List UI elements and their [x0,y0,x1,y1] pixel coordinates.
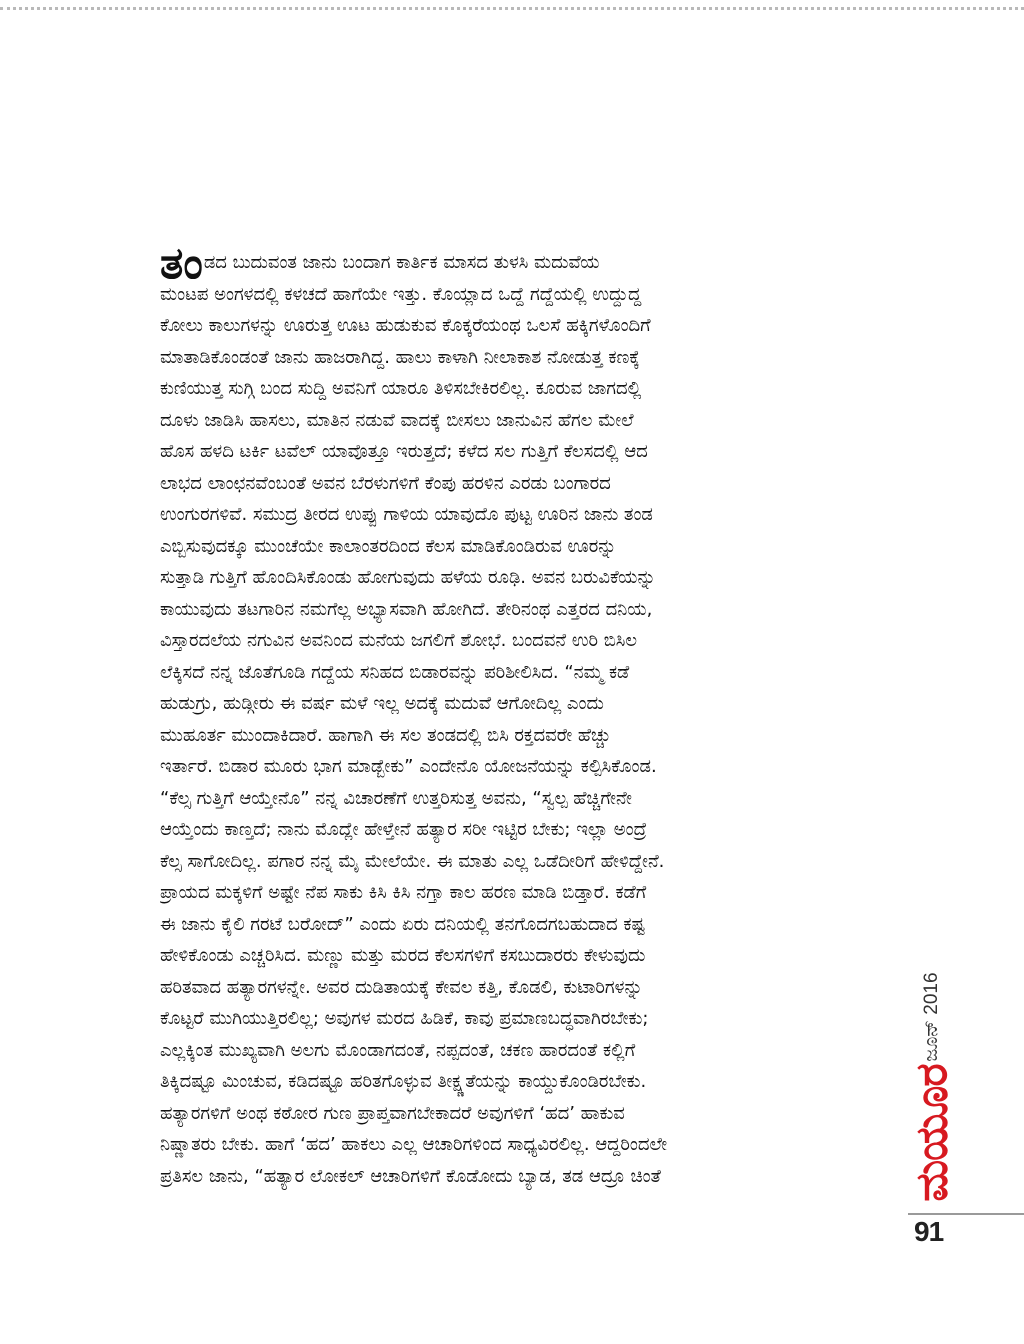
article-line-23: ಹೇಳಿಕೊಂಡು ಎಚ್ಚರಿಸಿದ. ಮಣ್ಣು ಮತ್ತು ಮರದ ಕೆಲಸಗಳಿಗೆ ಕಸಬುದಾರರು ಕೇಳುವುದು [160,945,646,966]
page-number-rule [908,1213,1024,1215]
article-line-8: ಲಾಭದ ಲಾಂಛನವೆಂಬಂತೆ ಅವನ ಬೆರಳುಗಳಿಗೆ ಕೆಂಪು ಹರಳಿನ ಎರಡು ಬಂಗಾರದ [160,472,611,494]
article-line-11: ಸುತ್ತಾಡಿ ಗುತ್ತಿಗೆ ಹೊಂದಿಸಿಕೊಂಡು ಹೋಗುವುದು ಹಳೆಯ ರೂಢಿ. ಅವನ ಬರುವಿಕೆಯನ್ನು [160,567,656,588]
top-dotted-rule [0,7,1024,10]
article-line-29: ನಿಷ್ಣಾತರು ಬೇಕು. ಹಾಗೆ ‘ಹದ’ ಹಾಕಲು ಎಲ್ಲ ಆಚಾರಿಗಳಿಂದ ಸಾಧ್ಯವಿರಲಿಲ್ಲ. ಆದ್ದರಿಂದಲೇ [160,1134,668,1155]
article-line-19: ಆಯ್ತೆಂದು ಕಾಣ್ತದೆ; ನಾನು ಮೊದ್ಲೇ ಹೇಳ್ತೇನೆ ಹತ್ಯಾರ ಸರೀ ಇಟ್ಟಿರ ಬೇಕು; ಇಲ್ಲಾ ಅಂದ್ರೆ [160,819,647,840]
article-line-4: ಮಾತಾಡಿಕೊಂಡಂತೆ ಜಾನು ಹಾಜರಾಗಿದ್ದ. ಹಾಲು ಕಾಳಾಗಿ ನೀಲಾಕಾಶ ನೋಡುತ್ತ ಕಣಕ್ಕೆ [160,346,640,368]
article-line-30: ಪ್ರತಿಸಲ ಜಾನು, “ಹತ್ಯಾರ ಲೋಕಲ್ ಆಚಾರಿಗಳಿಗೆ ಕೊಡೋದು ಬ್ಯಾಡ, ತಡ ಆದ್ರೂ ಚಿಂತೆ [160,1165,661,1187]
article-line-21: ಪ್ರಾಯದ ಮಕ್ಕಳಿಗೆ ಅಷ್ಟೇ ನೆಪ ಸಾಕು ಕಿಸಿ ಕಿಸಿ ನಗ್ತಾ ಕಾಲ ಹರಣ ಮಾಡಿ ಬಿಡ್ತಾರೆ. ಕಡೆಗೆ [160,882,647,903]
article-body [160,247,880,1192]
article-line-text: ಡದ ಬುದುವಂತ ಜಾನು ಬಂದಾಗ ಕಾರ್ತಿಕ ಮಾಸದ ತುಳಸಿ ಮದುವೆಯ [203,252,600,273]
article-line-10: ಎಬ್ಬಿಸುವುದಕ್ಕೂ ಮುಂಚೆಯೇ ಕಾಲಾಂತರದಿಂದ ಕೆಲಸ ಮಾಡಿಕೊಂಡಿರುವ ಊರನ್ನು [160,535,617,557]
article-line-22: ಈ ಜಾನು ಕೈಲಿ ಗರಟೆ ಬರೋದ್” ಎಂದು ಏರು ದನಿಯಲ್ಲಿ ತನಗೊದಗಬಹುದಾದ ಕಷ್ಟ [160,913,646,935]
article-line-3: ಕೋಲು ಕಾಲುಗಳನ್ನು ಊರುತ್ತ ಊಟ ಹುಡುಕುವ ಕೊಕ್ಕರೆಯಂಥ ಒಲಸೆ ಹಕ್ಕಿಗಳೊಂದಿಗೆ [160,315,651,336]
magazine-logo [902,1060,962,1205]
article-line-20: ಕೆಲ್ಸ ಸಾಗೋದಿಲ್ಲ. ಪಗಾರ ನನ್ನ ಮೈ ಮೇಲೆಯೇ. ಈ ಮಾತು ಎಲ್ಲ ಒಡೆದೀರಿಗೆ ಹೇಳಿದ್ದೇನೆ. [160,850,665,872]
drop-cap: ತಂ [160,247,203,279]
article-line-6: ದೂಳು ಜಾಡಿಸಿ ಹಾಸಲು, ಮಾತಿನ ನಡುವೆ ವಾದಕ್ಕೆ ಬೀಸಲು ಜಾನುವಿನ ಹೆಗಲ ಮೇಲೆ [160,409,634,431]
article-line-2: ಮಂಟಪ ಅಂಗಳದಲ್ಲಿ ಕಳಚದೆ ಹಾಗೆಯೇ ಇತ್ತು. ಕೊಯ್ಲಾದ ಒದ್ದೆ ಗದ್ದೆಯಲ್ಲಿ ಉದ್ದುದ್ದ [160,283,642,305]
article-line-14: ಲೆಕ್ಕಿಸದೆ ನನ್ನ ಜೊತೆಗೂಡಿ ಗದ್ದೆಯ ಸನಿಹದ ಬಿಡಾರವನ್ನು ಪರಿಶೀಲಿಸಿದ. “ನಮ್ಮ ಕಡೆ [160,661,630,683]
article-line-15: ಹುಡುಗ್ರು, ಹುಡ್ಗೀರು ಈ ವರ್ಷ ಮಳೆ ಇಲ್ಲ ಅದಕ್ಕೆ ಮದುವೆ ಆಗೋದಿಲ್ಲ ಎಂದು [160,693,604,714]
article-line-17: ಇರ್ತಾರೆ. ಬಿಡಾರ ಮೂರು ಭಾಗ ಮಾಡ್ಬೇಕು” ಎಂದೇನೊ ಯೋಜನೆಯನ್ನು ಕಲ್ಪಿಸಿಕೊಂಡ. [160,756,657,777]
article-line-7: ಹೊಸ ಹಳದಿ ಟರ್ಕಿ ಟವೆಲ್ ಯಾವೊತ್ತೂ ಇರುತ್ತದೆ; ಕಳೆದ ಸಲ ಗುತ್ತಿಗೆ ಕೆಲಸದಲ್ಲಿ ಆದ [160,441,648,462]
article-line-18: “ಕೆಲ್ಸ ಗುತ್ತಿಗೆ ಆಯ್ತೇನೊ” ನನ್ನ ವಿಚಾರಣೆಗೆ ಉತ್ತರಿಸುತ್ತ ಅವನು, “ಸ್ವಲ್ಪ ಹೆಚ್ಚಿಗೇನೇ [160,787,632,809]
article-line-13: ವಿಸ್ತಾರದಲೆಯ ನಗುವಿನ ಅವನಿಂದ ಮನೆಯ ಜಗಲಿಗೆ ಶೋಭೆ. ಬಂದವನೆ ಉರಿ ಬಿಸಿಲ [160,630,638,651]
article-line-1 [160,247,880,279]
magazine-logo-text: ಮಯೂರ [906,1063,958,1202]
article-line-12: ಕಾಯುವುದು ತಟಗಾರಿನ ನಮಗೆಲ್ಲ ಅಭ್ಯಾಸವಾಗಿ ಹೋಗಿದೆ. ತೇರಿನಂಥ ಎತ್ತರದ ದನಿಯ, [160,598,653,620]
issue-date [912,962,952,1072]
page-number: 91 [914,1216,944,1247]
article-line-24: ಹರಿತವಾದ ಹತ್ಯಾರಗಳನ್ನೇ. ಅವರ ದುಡಿತಾಯಕ್ಕೆ ಕೇವಲ ಕತ್ತಿ, ಕೊಡಲಿ, ಕುಟಾರಿಗಳನ್ನು [160,976,643,998]
article-line-28: ಹತ್ಯಾರಗಳಿಗೆ ಅಂಥ ಕಠೋರ ಗುಣ ಪ್ರಾಪ್ತವಾಗಬೇಕಾದರೆ ಅವುಗಳಿಗೆ ‘ಹದ’ ಹಾಕುವ [160,1102,625,1124]
article-line-27: ತಿಕ್ಕಿದಷ್ಟೂ ಮಿಂಚುವ, ಕಡಿದಷ್ಟೂ ಹರಿತಗೊಳ್ಳುವ ತೀಕ್ಷ್ಣತೆಯನ್ನು ಕಾಯ್ದುಕೊಂಡಿರಬೇಕು. [160,1071,647,1092]
article-line-16: ಮುಹೂರ್ತ ಮುಂದಾಕಿದಾರೆ. ಹಾಗಾಗಿ ಈ ಸಲ ತಂಡದಲ್ಲಿ ಬಿಸಿ ರಕ್ತದವರೇ ಹೆಚ್ಚು [160,724,611,746]
article-line-26: ಎಲ್ಲಕ್ಕಿಂತ ಮುಖ್ಯವಾಗಿ ಅಲಗು ಮೊಂಡಾಗದಂತೆ, ನಪ್ಪದಂತೆ, ಚಕಣ ಹಾರದಂತೆ ಕಲ್ಲಿಗೆ [160,1039,636,1061]
article-line-25: ಕೊಟ್ಟರೆ ಮುಗಿಯುತ್ತಿರಲಿಲ್ಲ; ಅವುಗಳ ಮರದ ಹಿಡಿಕೆ, ಕಾವು ಪ್ರಮಾಣಬದ್ಧವಾಗಿರಬೇಕು; [160,1008,649,1029]
issue-date-text: ಜೂನ್ 2016 [921,972,942,1062]
article-line-9: ಉಂಗುರಗಳಿವೆ. ಸಮುದ್ರ ತೀರದ ಉಪ್ಪು ಗಾಳಿಯ ಯಾವುದೊ ಪುಟ್ಟ ಊರಿನ ಜಾನು ತಂಡ [160,504,653,525]
article-line-5: ಕುಣಿಯುತ್ತ ಸುಗ್ಗಿ ಬಂದ ಸುದ್ದಿ ಅವನಿಗೆ ಯಾರೂ ತಿಳಿಸಬೇಕಿರಲಿಲ್ಲ. ಕೂರುವ ಜಾಗದಲ್ಲಿ [160,378,642,399]
